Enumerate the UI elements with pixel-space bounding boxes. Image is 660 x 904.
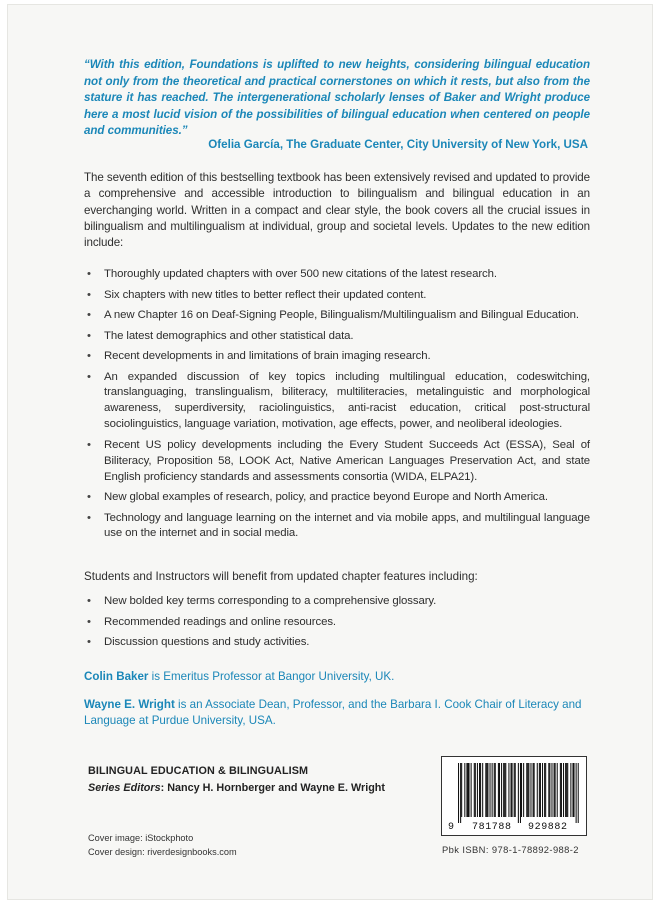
barcode-bar: [505, 763, 506, 817]
barcode-bar: [467, 763, 468, 817]
barcode-bar: [560, 763, 561, 817]
barcode-bar: [549, 763, 550, 817]
barcode-bar: [570, 763, 571, 817]
barcode-bar: [480, 763, 481, 817]
barcode-bar: [501, 763, 502, 817]
barcode-bar: [464, 763, 465, 817]
list-item: • Recent developments in and limitations of brain imaging research.: [84, 349, 590, 365]
barcode-bar: [537, 763, 538, 817]
barcode-bar: [528, 763, 529, 817]
barcode-bar: [458, 763, 459, 823]
series-editors: [88, 780, 418, 797]
barcode-bar: [544, 763, 545, 817]
author-bio-baker: [84, 669, 590, 685]
barcode-bar: [499, 763, 500, 817]
barcode-bar: [482, 763, 483, 817]
list-item: • Six chapters with new titles to better reflect their updated content.: [84, 288, 590, 304]
barcode-bar: [557, 763, 558, 817]
barcode-bar: [567, 763, 568, 817]
barcode-bar: [555, 763, 556, 817]
updates-list: [84, 267, 590, 547]
barcode-bar: [530, 763, 531, 817]
barcode-bar: [551, 763, 552, 817]
barcode-bar: [498, 763, 499, 817]
barcode-digit-first: 9: [448, 822, 455, 833]
cover-image-credit: Cover image: iStockphoto: [88, 833, 194, 843]
list-item: • An expanded discussion of key topics including multilingual education, codeswitching, translanguaging, translingualism, biliteracy, multiliteracies, metalinguistic and morphological awareness, superdiversity, raciolinguistics, anti-racist education, critical post-structural sociolinguistics, language variation, motivation, age effects, power, and neoliberal ideologies.: [84, 370, 590, 434]
barcode-bar: [495, 763, 496, 817]
series-title: BILINGUAL EDUCATION & BILINGUALISM: [88, 765, 309, 777]
author-bio-wright: [84, 697, 590, 730]
author-bio-text: is an Associate Dean, Professor, and the Barbara I. Cook Chair of Literacy and Language at Purdue University, USA.: [84, 698, 582, 728]
list-item: • Technology and language learning on the internet and via mobile apps, and multilingual language use on the internet and in social media.: [84, 511, 590, 543]
barcode-bar: [576, 763, 577, 823]
endorsement-attribution: Ofelia García, The Graduate Center, City University of New York, USA: [208, 138, 588, 151]
barcode-bar: [479, 763, 480, 817]
barcode-bar: [554, 763, 555, 817]
barcode-bar: [487, 763, 488, 817]
intro-paragraph: The seventh edition of this bestselling textbook has been extensively revised and updated to provide a comprehensive and accessible introduction to bilingualism and bilingual education in an everchanging world. Written in a compact and clear style, the book covers all the crucial issues in bilingualism and multilingualism at individual, group and societal levels. Updates to the new edition include:: [84, 171, 590, 250]
barcode-bar: [494, 763, 495, 817]
barcode-bar: [503, 763, 504, 817]
list-item: • New global examples of research, policy, and practice beyond Europe and North America.: [84, 490, 590, 506]
cover-design-credit: Cover design: riverdesignbooks.com: [88, 847, 237, 858]
series-editors-label: Series Editors: [88, 782, 161, 794]
barcode-bar: [474, 763, 475, 817]
author-name: Colin Baker: [84, 670, 149, 683]
barcode-bar: [490, 763, 491, 817]
author-name: Wayne E. Wright: [84, 698, 175, 711]
barcode-bar: [475, 763, 476, 817]
barcode-bar: [512, 763, 513, 817]
barcode-bar: [566, 763, 567, 817]
barcode-bar: [540, 763, 541, 817]
barcode-bar: [460, 763, 461, 823]
barcode-digits-right: 929882: [528, 822, 568, 833]
list-item: • New bolded key terms corresponding to a comprehensive glossary.: [84, 594, 590, 610]
barcode-bar: [561, 763, 562, 817]
barcode-bar: [520, 763, 521, 823]
barcode-bar: [542, 763, 543, 817]
back-cover: [7, 4, 653, 900]
barcode-bar: [527, 763, 528, 817]
barcode-bar: [578, 763, 579, 823]
barcode-bar: [486, 763, 487, 817]
list-item: • Thoroughly updated chapters with over 500 new citations of the latest research.: [84, 267, 590, 283]
students-intro: Students and Instructors will benefit from updated chapter features including:: [84, 570, 478, 583]
barcode-bar: [548, 763, 549, 817]
barcode-bar: [492, 763, 493, 817]
list-item: • Recent US policy developments including the Every Student Succeeds Act (ESSA), Seal of Biliteracy, Proposition 58, LOOK Act, Native American Languages Preservation Act, and state English proficiency standards and assessments consortia (WIDA, ELPA21).: [84, 438, 590, 486]
list-item: • The latest demographics and other statistical data.: [84, 329, 590, 345]
list-item: • Recommended readings and online resources.: [84, 615, 590, 631]
barcode-bar: [523, 763, 524, 817]
cover-credits: [88, 831, 237, 860]
barcode-bar: [508, 763, 509, 817]
barcode-bar: [539, 763, 540, 817]
barcode-bar: [545, 763, 546, 817]
list-item: • A new Chapter 16 on Deaf-Signing People, Bilingualism/Multilingualism and Bilingual Education.: [84, 308, 590, 324]
barcode-bar: [565, 763, 566, 817]
author-bio-text: is Emeritus Professor at Bangor University, UK.: [148, 670, 395, 683]
series-info: [88, 763, 418, 797]
barcode: [441, 756, 587, 836]
barcode-bars: [458, 763, 579, 823]
barcode-bar: [563, 763, 564, 817]
barcode-bar: [471, 763, 472, 817]
series-editors-names: : Nancy H. Hornberger and Wayne E. Wright: [160, 782, 385, 794]
barcode-bar: [534, 763, 535, 817]
barcode-digits-left: 781788: [472, 822, 512, 833]
barcode-bar: [526, 763, 527, 817]
list-item: • Discussion questions and study activities.: [84, 635, 590, 651]
barcode-bar: [533, 763, 534, 817]
features-list: [84, 594, 590, 656]
barcode-bar: [466, 763, 467, 817]
barcode-bar: [574, 763, 575, 817]
isbn-label: Pbk ISBN: 978-1-78892-988-2: [442, 844, 579, 855]
barcode-bar: [461, 763, 462, 817]
barcode-bar: [518, 763, 519, 823]
endorsement-quote: “With this edition, Foundations is uplifted to new heights, considering bilingual education not only from the theoretical and practical cornerstones on which it rests, but also from the stature it has reached. The intergenerational scholarly lenses of Baker and Wright produce here a most lucid vision of the possibilities of bilingual education when centered on people and communities.”: [84, 58, 590, 138]
barcode-bar: [514, 763, 515, 817]
barcode-bar: [504, 763, 505, 817]
barcode-bar: [469, 763, 470, 817]
barcode-bar: [485, 763, 486, 817]
barcode-bar: [521, 763, 522, 817]
barcode-bar: [511, 763, 512, 817]
barcode-bar: [477, 763, 478, 817]
barcode-bar: [572, 763, 573, 817]
barcode-graphic: [442, 757, 586, 835]
barcode-bar: [515, 763, 516, 817]
